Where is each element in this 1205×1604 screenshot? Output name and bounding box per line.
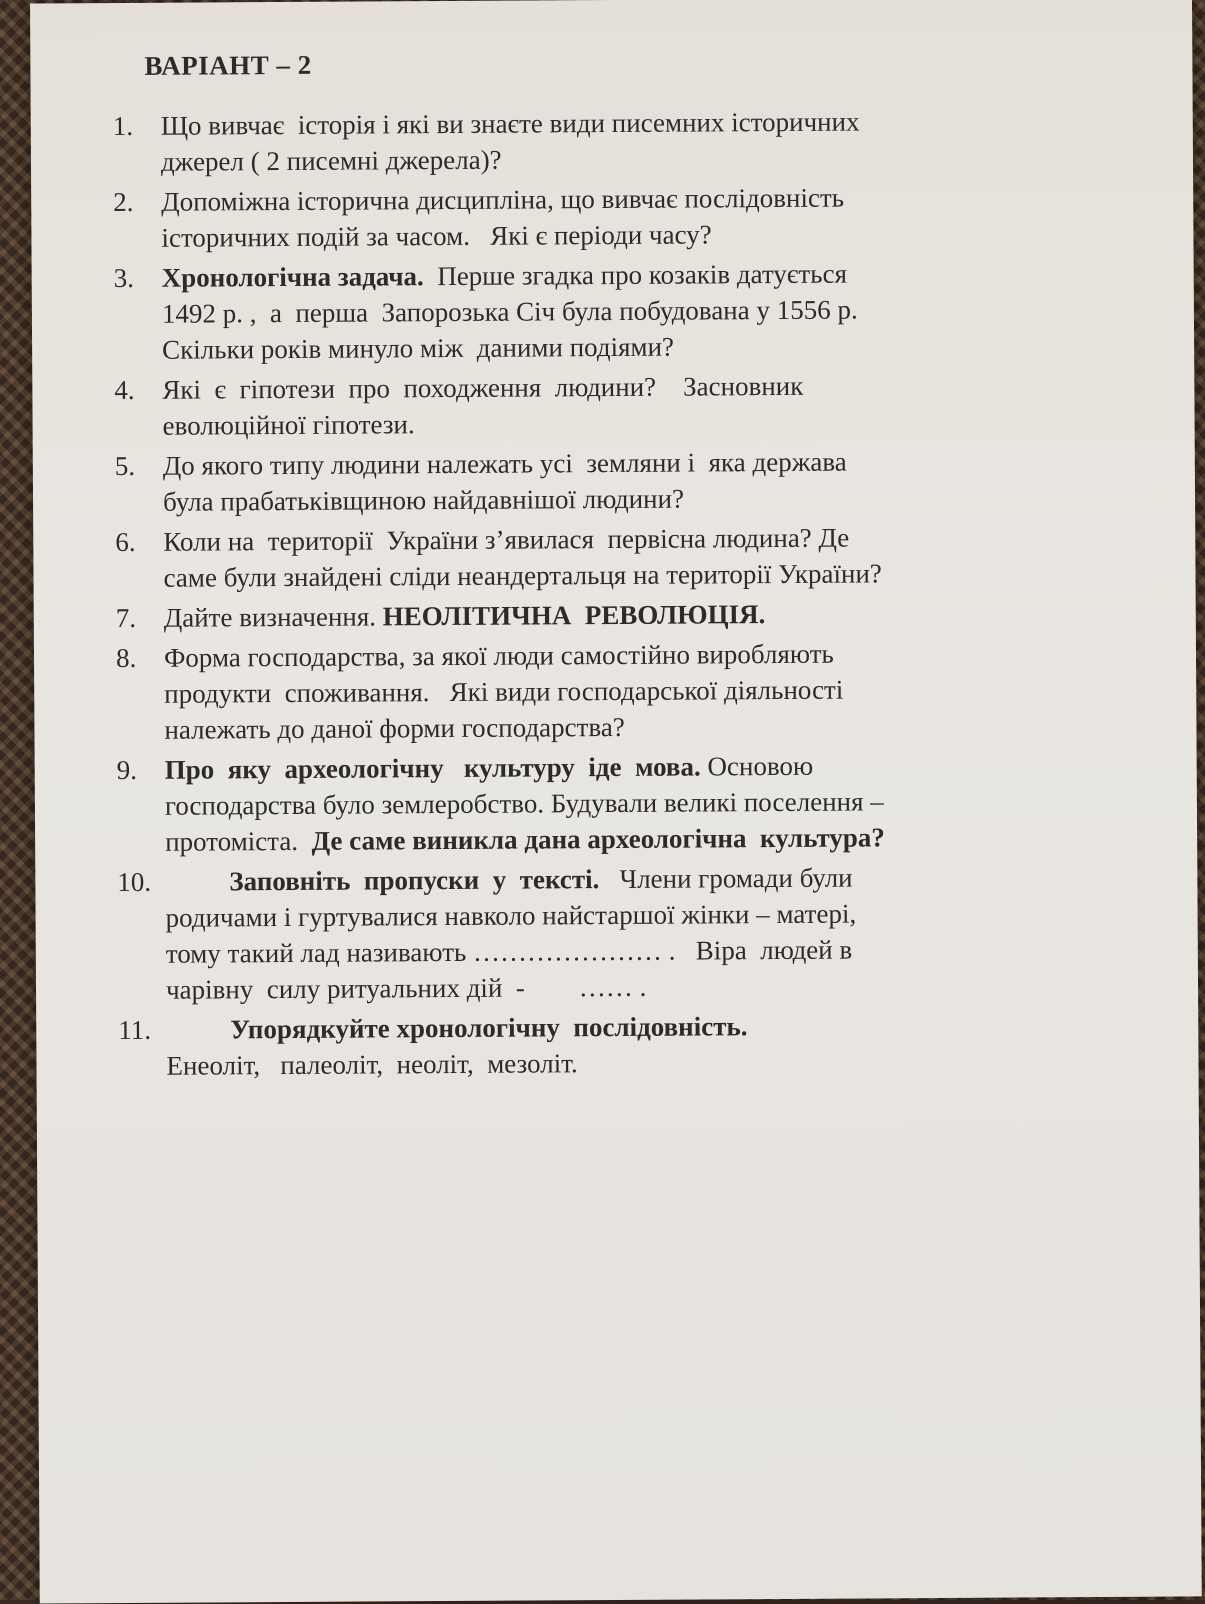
question-text-line: Скільки років минуло між даними подіями? [162, 331, 675, 365]
question-text-line: чарівну силу ритуальних дій - …… . [165, 971, 647, 1005]
question-text-line: Енеоліт, палеоліт, неоліт, мезоліт. [166, 1048, 578, 1081]
question-text-line: саме були знайдені сліди неандертальця на території України? [163, 558, 882, 593]
question-term: НЕОЛІТИЧНА РЕВОЛЮЦІЯ. [382, 599, 766, 632]
question-text-line: родичами і гуртувалися навколо найстаршої жінки – матері, [165, 898, 857, 933]
question-heading: Хронологічна задача. [161, 261, 424, 293]
question-5 [115, 442, 1075, 520]
question-8 [116, 634, 1077, 748]
question-text-line: До якого типу людини належать усі земляни і яка держава [162, 446, 847, 481]
question-text-line: Допоміжна історична дисципліна, що вивчає послідовність [161, 182, 845, 217]
question-number: 2. [113, 186, 134, 218]
question-1 [113, 102, 1073, 180]
question-text: Основою [700, 750, 814, 782]
question-text-line [165, 746, 1077, 788]
question-number: 8. [115, 642, 137, 674]
question-number: 10. [117, 866, 152, 898]
question-10 [117, 858, 1078, 1008]
question-text-line: Форма господарства, за якої люди самостійно виробляють [163, 638, 834, 673]
question-text-line [165, 858, 1077, 900]
question-number: 11. [118, 1014, 152, 1046]
question-text-line: джерел ( 2 писемні джерела)? [160, 144, 502, 177]
question-text-line: Коли на території України з’явилася первісна людина? Де [163, 522, 850, 557]
question-text: Члени громади були [599, 862, 853, 895]
question-text-line [162, 254, 1074, 296]
question-text-line: еволюційної гіпотези. [162, 409, 415, 441]
question-3 [114, 254, 1075, 368]
question-text-line [164, 594, 1076, 636]
question-text: протоміста. [165, 825, 312, 857]
question-6 [115, 518, 1075, 596]
question-text-line: 1492 р. , а перша Запорозька Січ була побудована у 1556 р. [161, 294, 858, 329]
question-9 [117, 746, 1078, 860]
question-number: 6. [115, 526, 136, 558]
question-heading: Упорядкуйте хронологічну послідовність. [230, 1011, 748, 1045]
question-text-line: Що вивчає історія і які ви знаєте види писемних історичних [160, 106, 860, 141]
question-text: Дайте визначення. [163, 601, 383, 633]
question-number: 3. [113, 262, 135, 294]
question-text-line: Які є гіпотези про походження людини? Засновник [162, 370, 804, 405]
question-text-line: господарства було землеробство. Будували великі поселення – [164, 786, 884, 821]
question-text-line: продукти споживання. Які види господарської діяльності [164, 674, 844, 709]
question-4 [114, 366, 1074, 444]
question-11 [118, 1006, 1078, 1084]
question-heading: Про яку археологічну культуру іде мова. [164, 751, 701, 785]
question-number: 4. [114, 374, 135, 406]
question-text-line: тому такий лад називають ………………… . Віра людей в [165, 934, 853, 969]
question-number: 5. [114, 450, 136, 482]
worksheet-title: ВАРІАНТ – 2 [144, 49, 312, 81]
question-7 [116, 594, 1076, 636]
question-text-line: історичних подій за часом. Які є періоди часу? [161, 219, 712, 253]
question-heading: Де саме виникла дана археологічна культура? [311, 822, 885, 856]
question-2 [113, 178, 1073, 256]
question-text-line [166, 1006, 1078, 1048]
question-heading: Заповніть пропуски у тексті. [229, 864, 600, 897]
question-number: 9. [116, 754, 138, 786]
question-number: 1. [112, 110, 134, 142]
paper-sheet [30, 0, 1202, 1604]
question-text: Перше згадка про козаків датується [423, 258, 848, 292]
question-text-line [165, 818, 1077, 860]
question-number: 7. [115, 602, 137, 634]
worksheet [112, 45, 1078, 1088]
question-text-line: належать до даної форми господарства? [164, 711, 625, 745]
question-text-line: була прабатьківщиною найдавнішої людини? [162, 483, 685, 517]
